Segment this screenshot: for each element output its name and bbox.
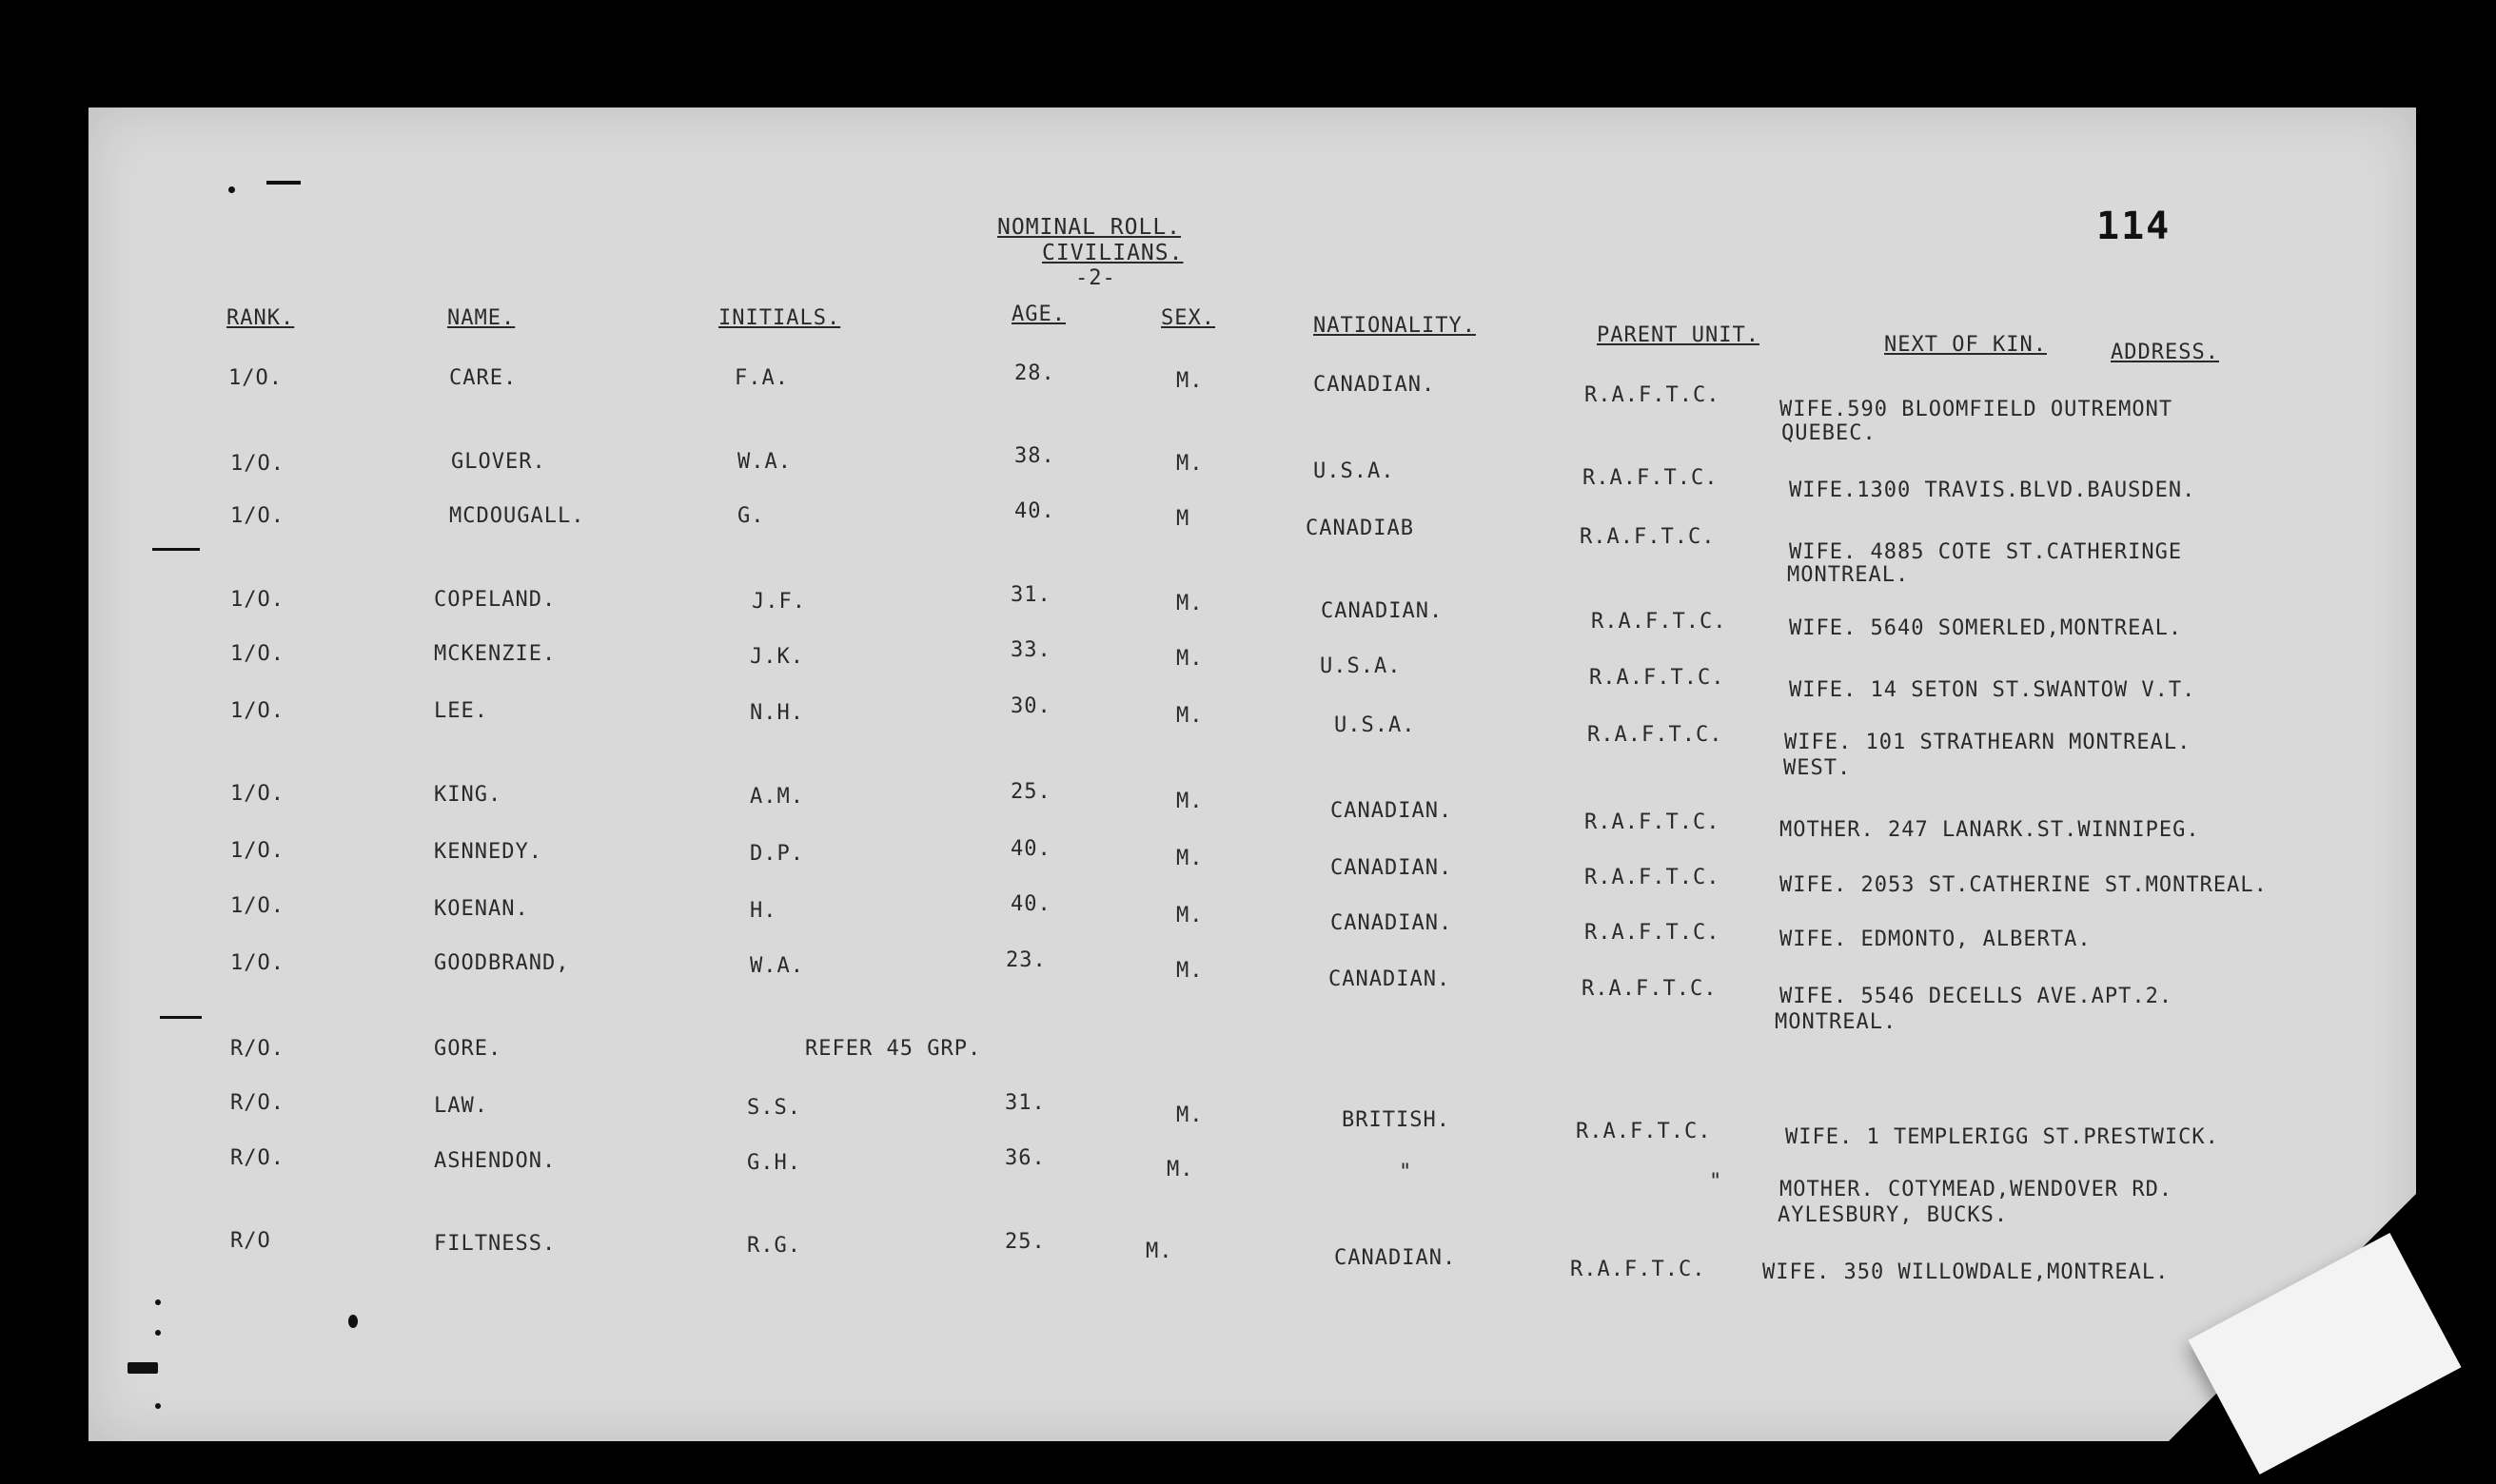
cell-next-of-kin: WIFE. 1 TEMPLERIGG ST.PRESTWICK. — [1785, 1125, 2219, 1149]
cell-nationality: CANADIAN. — [1328, 967, 1451, 991]
cell-age: 30. — [1011, 694, 1051, 718]
cell-age: 23. — [1006, 948, 1047, 972]
cell-next-of-kin: WIFE. 2053 ST.CATHERINE ST.MONTREAL. — [1779, 873, 2268, 897]
cell-name: CARE. — [449, 366, 518, 390]
cell-next-of-kin: WIFE. 14 SETON ST.SWANTOW V.T. — [1789, 678, 2196, 702]
header-rank: RANK. — [226, 306, 295, 330]
cell-parent-unit: R.A.F.T.C. — [1589, 666, 1725, 690]
header-age: AGE. — [1012, 303, 1066, 326]
cell-rank: R/O. — [230, 1091, 285, 1115]
cell-rank: 1/O. — [230, 782, 285, 806]
cell-next-of-kin: MOTHER. COTYMEAD,WENDOVER RD. — [1779, 1178, 2173, 1201]
cell-parent-unit: " — [1709, 1170, 1723, 1194]
margin-dash-mark — [266, 181, 301, 185]
cell-sex: M. — [1176, 790, 1204, 813]
cell-nationality: U.S.A. — [1320, 654, 1402, 678]
cell-rank: R/O. — [230, 1037, 285, 1061]
cell-sex: M. — [1176, 592, 1204, 615]
cell-name: MCDOUGALL. — [449, 504, 585, 528]
cell-name: GORE. — [434, 1037, 502, 1061]
cell-sex: M. — [1176, 959, 1204, 983]
cell-age: 33. — [1011, 638, 1051, 662]
cell-next-of-kin: WIFE. EDMONTO, ALBERTA. — [1779, 928, 2092, 951]
cell-sex: M. — [1176, 704, 1204, 728]
header-name: NAME. — [447, 306, 516, 330]
cell-next-of-kin: WIFE.590 BLOOMFIELD OUTREMONT — [1779, 398, 2173, 421]
cell-parent-unit: R.A.F.T.C. — [1584, 866, 1720, 889]
cell-initials: J.F. — [752, 590, 806, 614]
cell-parent-unit: R.A.F.T.C. — [1587, 723, 1723, 747]
header-next-of-kin: NEXT OF KIN. — [1884, 333, 2047, 357]
cell-next-of-kin: WIFE. 5640 SOMERLED,MONTREAL. — [1789, 616, 2183, 640]
cell-next-of-kin-line2: MONTREAL. — [1787, 563, 1910, 587]
cell-parent-unit: R.A.F.T.C. — [1584, 810, 1720, 834]
header-parent-unit: PARENT UNIT. — [1597, 323, 1759, 347]
cell-name: GLOVER. — [451, 450, 546, 474]
cell-name: FILTNESS. — [434, 1232, 557, 1256]
title-nominal-roll: NOMINAL ROLL. — [997, 215, 1182, 240]
cell-rank: 1/O. — [230, 894, 285, 918]
cell-initials: R.G. — [747, 1234, 801, 1258]
cell-name: KING. — [434, 783, 502, 807]
cell-nationality: CANADIAN. — [1330, 856, 1453, 880]
cell-nationality: BRITISH. — [1342, 1108, 1450, 1132]
page-number: 114 — [2096, 205, 2172, 248]
cell-rank: 1/O. — [230, 504, 285, 528]
cell-name: LAW. — [434, 1094, 488, 1118]
cell-next-of-kin: WIFE. 350 WILLOWDALE,MONTREAL. — [1762, 1260, 2170, 1284]
margin-ink-blot — [348, 1315, 358, 1328]
cell-next-of-kin-line2: AYLESBURY, BUCKS. — [1778, 1203, 2009, 1227]
cell-next-of-kin: WIFE.1300 TRAVIS.BLVD.BAUSDEN. — [1789, 478, 2196, 502]
cell-rank: 1/O. — [230, 699, 285, 723]
cell-name: COPELAND. — [434, 588, 557, 612]
cell-nationality: CANADIAN. — [1334, 1246, 1457, 1270]
header-initials: INITIALS. — [718, 306, 841, 330]
margin-speck — [155, 1403, 161, 1409]
cell-parent-unit: R.A.F.T.C. — [1576, 1120, 1712, 1143]
cell-parent-unit: R.A.F.T.C. — [1580, 525, 1716, 549]
header-nationality: NATIONALITY. — [1313, 314, 1476, 338]
cell-name: LEE. — [434, 699, 488, 723]
cell-parent-unit: R.A.F.T.C. — [1584, 383, 1720, 407]
cell-next-of-kin: WIFE. 5546 DECELLS AVE.APT.2. — [1779, 985, 2173, 1008]
cell-name: MCKENZIE. — [434, 642, 557, 666]
cell-initials: N.H. — [750, 701, 804, 725]
cell-name: KOENAN. — [434, 897, 529, 921]
cell-parent-unit: R.A.F.T.C. — [1582, 466, 1719, 490]
cell-next-of-kin-line2: MONTREAL. — [1775, 1010, 1897, 1034]
cell-initials: W.A. — [737, 450, 792, 474]
cell-initials: S.S. — [747, 1096, 801, 1120]
cell-age: 31. — [1005, 1091, 1046, 1115]
cell-age: 40. — [1011, 892, 1051, 916]
cell-name: GOODBRAND, — [434, 951, 570, 975]
cell-sex: M. — [1167, 1158, 1194, 1181]
cell-age: 36. — [1005, 1146, 1046, 1170]
cell-age: 25. — [1005, 1230, 1046, 1254]
margin-speck — [155, 1330, 161, 1336]
cell-rank: 1/O. — [230, 642, 285, 666]
cell-sex: M — [1176, 507, 1190, 531]
cell-sex: M. — [1176, 847, 1204, 870]
cell-initials: G. — [737, 504, 765, 528]
cell-age: 40. — [1011, 837, 1051, 861]
header-address: ADDRESS. — [2111, 341, 2219, 364]
cell-note: REFER 45 GRP. — [805, 1037, 982, 1061]
header-sex: SEX. — [1161, 306, 1215, 330]
cell-age: 31. — [1011, 583, 1051, 607]
cell-next-of-kin-line2: WEST. — [1783, 756, 1852, 780]
cell-rank: 1/O. — [228, 366, 283, 390]
cell-age: 28. — [1014, 361, 1055, 385]
cell-next-of-kin: WIFE. 101 STRATHEARN MONTREAL. — [1784, 731, 2191, 754]
cell-sex: M. — [1146, 1240, 1173, 1263]
cell-rank: R/O — [230, 1229, 271, 1253]
cell-initials: D.P. — [750, 842, 804, 866]
cell-age: 25. — [1011, 780, 1051, 804]
cell-sex: M. — [1176, 369, 1204, 393]
cell-parent-unit: R.A.F.T.C. — [1582, 977, 1718, 1001]
cell-next-of-kin: MOTHER. 247 LANARK.ST.WINNIPEG. — [1779, 818, 2200, 842]
title-page-marker: -2- — [1075, 266, 1116, 290]
cell-nationality: CANADIAN. — [1330, 799, 1453, 823]
cell-name: ASHENDON. — [434, 1149, 557, 1173]
cell-age: 38. — [1014, 444, 1055, 468]
cell-next-of-kin: WIFE. 4885 COTE ST.CATHERINGE — [1789, 540, 2183, 564]
cell-rank: 1/O. — [230, 452, 285, 476]
margin-dash-mark — [160, 1016, 202, 1019]
margin-speck — [155, 1299, 161, 1305]
margin-ink-blot — [128, 1362, 158, 1374]
cell-sex: M. — [1176, 904, 1204, 928]
cell-next-of-kin-line2: QUEBEC. — [1781, 421, 1877, 445]
cell-initials: J.K. — [750, 645, 804, 669]
cell-parent-unit: R.A.F.T.C. — [1570, 1258, 1706, 1281]
cell-initials: W.A. — [750, 954, 804, 978]
cell-rank: 1/O. — [230, 951, 285, 975]
cell-parent-unit: R.A.F.T.C. — [1584, 921, 1720, 945]
cell-nationality: U.S.A. — [1334, 713, 1416, 737]
cell-nationality: CANADIAN. — [1321, 599, 1444, 623]
cell-rank: 1/O. — [230, 588, 285, 612]
cell-nationality: U.S.A. — [1313, 459, 1395, 483]
cell-initials: H. — [750, 899, 777, 923]
cell-nationality: CANADIAN. — [1330, 911, 1453, 935]
cell-sex: M. — [1176, 452, 1204, 476]
title-civilians: CIVILIANS. — [1042, 241, 1184, 265]
cell-rank: R/O. — [230, 1146, 285, 1170]
cell-sex: M. — [1176, 647, 1204, 671]
cell-parent-unit: R.A.F.T.C. — [1591, 610, 1727, 634]
cell-initials: G.H. — [747, 1151, 801, 1175]
margin-speck — [228, 186, 235, 193]
cell-name: KENNEDY. — [434, 840, 542, 864]
cell-nationality: " — [1399, 1161, 1413, 1184]
cell-sex: M. — [1176, 1103, 1204, 1127]
cell-age: 40. — [1014, 499, 1055, 523]
cell-initials: A.M. — [750, 785, 804, 809]
cell-nationality: CANADIAN. — [1313, 373, 1436, 397]
cell-rank: 1/O. — [230, 839, 285, 863]
cell-initials: F.A. — [735, 366, 789, 390]
margin-dash-mark — [152, 548, 200, 551]
cell-nationality: CANADIAB — [1306, 517, 1414, 540]
